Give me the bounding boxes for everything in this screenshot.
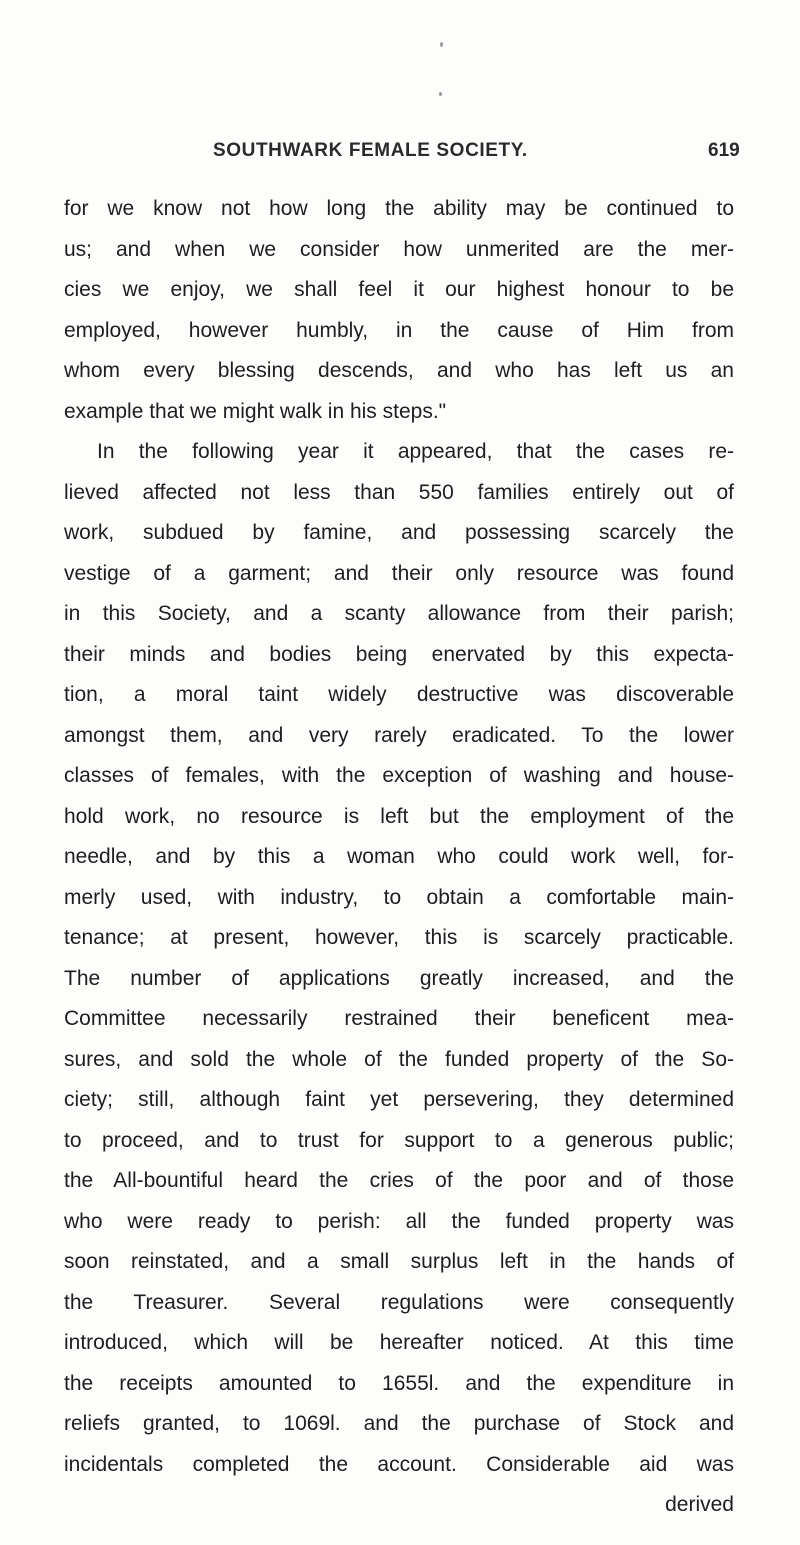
text-line: cies we enjoy, we shall feel it our highest honour to be (64, 278, 734, 301)
text-line: to proceed, and to trust for support to a generous public; (64, 1128, 734, 1152)
page-number: 619 (708, 140, 740, 161)
text-line: the Treasurer. Several regulations were consequently (64, 1290, 734, 1314)
text-line: The number of applications greatly increased, and the (64, 966, 734, 990)
text-line: incidentals completed the account. Considerable aid was (64, 1452, 734, 1476)
body-text (64, 189, 734, 1526)
text-line: classes of females, with the exception of washing and house- (64, 764, 734, 787)
text-line: whom every blessing descends, and who has left us an (64, 359, 734, 382)
text-line: merly used, with industry, to obtain a comfortable main- (64, 885, 734, 909)
running-title: SOUTHWARK FEMALE SOCIETY. (213, 140, 528, 161)
catchword: derived (665, 1493, 734, 1516)
text-line: in this Society, and a scanty allowance from their parish; (64, 602, 734, 625)
text-line: ciety; still, although faint yet persevering, they determined (64, 1088, 734, 1111)
text-line: the All-bountiful heard the cries of the poor and of those (64, 1169, 734, 1192)
text-line: example that we might walk in his steps." (64, 399, 447, 423)
paragraph-start-line: In the following year it appeared, that the cases re- (97, 440, 734, 463)
text-line: introduced, which will be hereafter noticed. At this time (64, 1331, 734, 1354)
text-line: employed, however humbly, in the cause of Him from (64, 318, 734, 342)
running-head (0, 140, 800, 170)
text-line: Committee necessarily restrained their beneficent mea- (64, 1007, 734, 1030)
text-line: us; and when we consider how unmerited are the mer- (64, 237, 734, 261)
text-line: needle, and by this a woman who could work well, for- (64, 845, 734, 868)
text-line: their minds and bodies being enervated by this expecta- (64, 642, 734, 666)
text-line: reliefs granted, to 1069l. and the purchase of Stock and (64, 1412, 734, 1435)
text-line: vestige of a garment; and their only resource was found (64, 561, 734, 585)
text-line: who were ready to perish: all the funded property was (64, 1209, 734, 1233)
text-line: the receipts amounted to 1655l. and the expenditure in (64, 1371, 734, 1395)
paper-speck (439, 92, 442, 96)
text-line: tenance; at present, however, this is scarcely practicable. (64, 926, 734, 949)
text-line: soon reinstated, and a small surplus left in the hands of (64, 1250, 734, 1273)
text-line: hold work, no resource is left but the employment of the (64, 804, 734, 828)
text-line: work, subdued by famine, and possessing scarcely the (64, 521, 734, 544)
paper-speck (440, 42, 443, 47)
text-line: lieved affected not less than 550 families entirely out of (64, 480, 734, 504)
text-line: tion, a moral taint widely destructive was discoverable (64, 683, 734, 706)
text-line: for we know not how long the ability may be continued to (64, 197, 734, 220)
text-line: sures, and sold the whole of the funded property of the So- (64, 1047, 734, 1071)
text-line: amongst them, and very rarely eradicated. To the lower (64, 723, 734, 747)
